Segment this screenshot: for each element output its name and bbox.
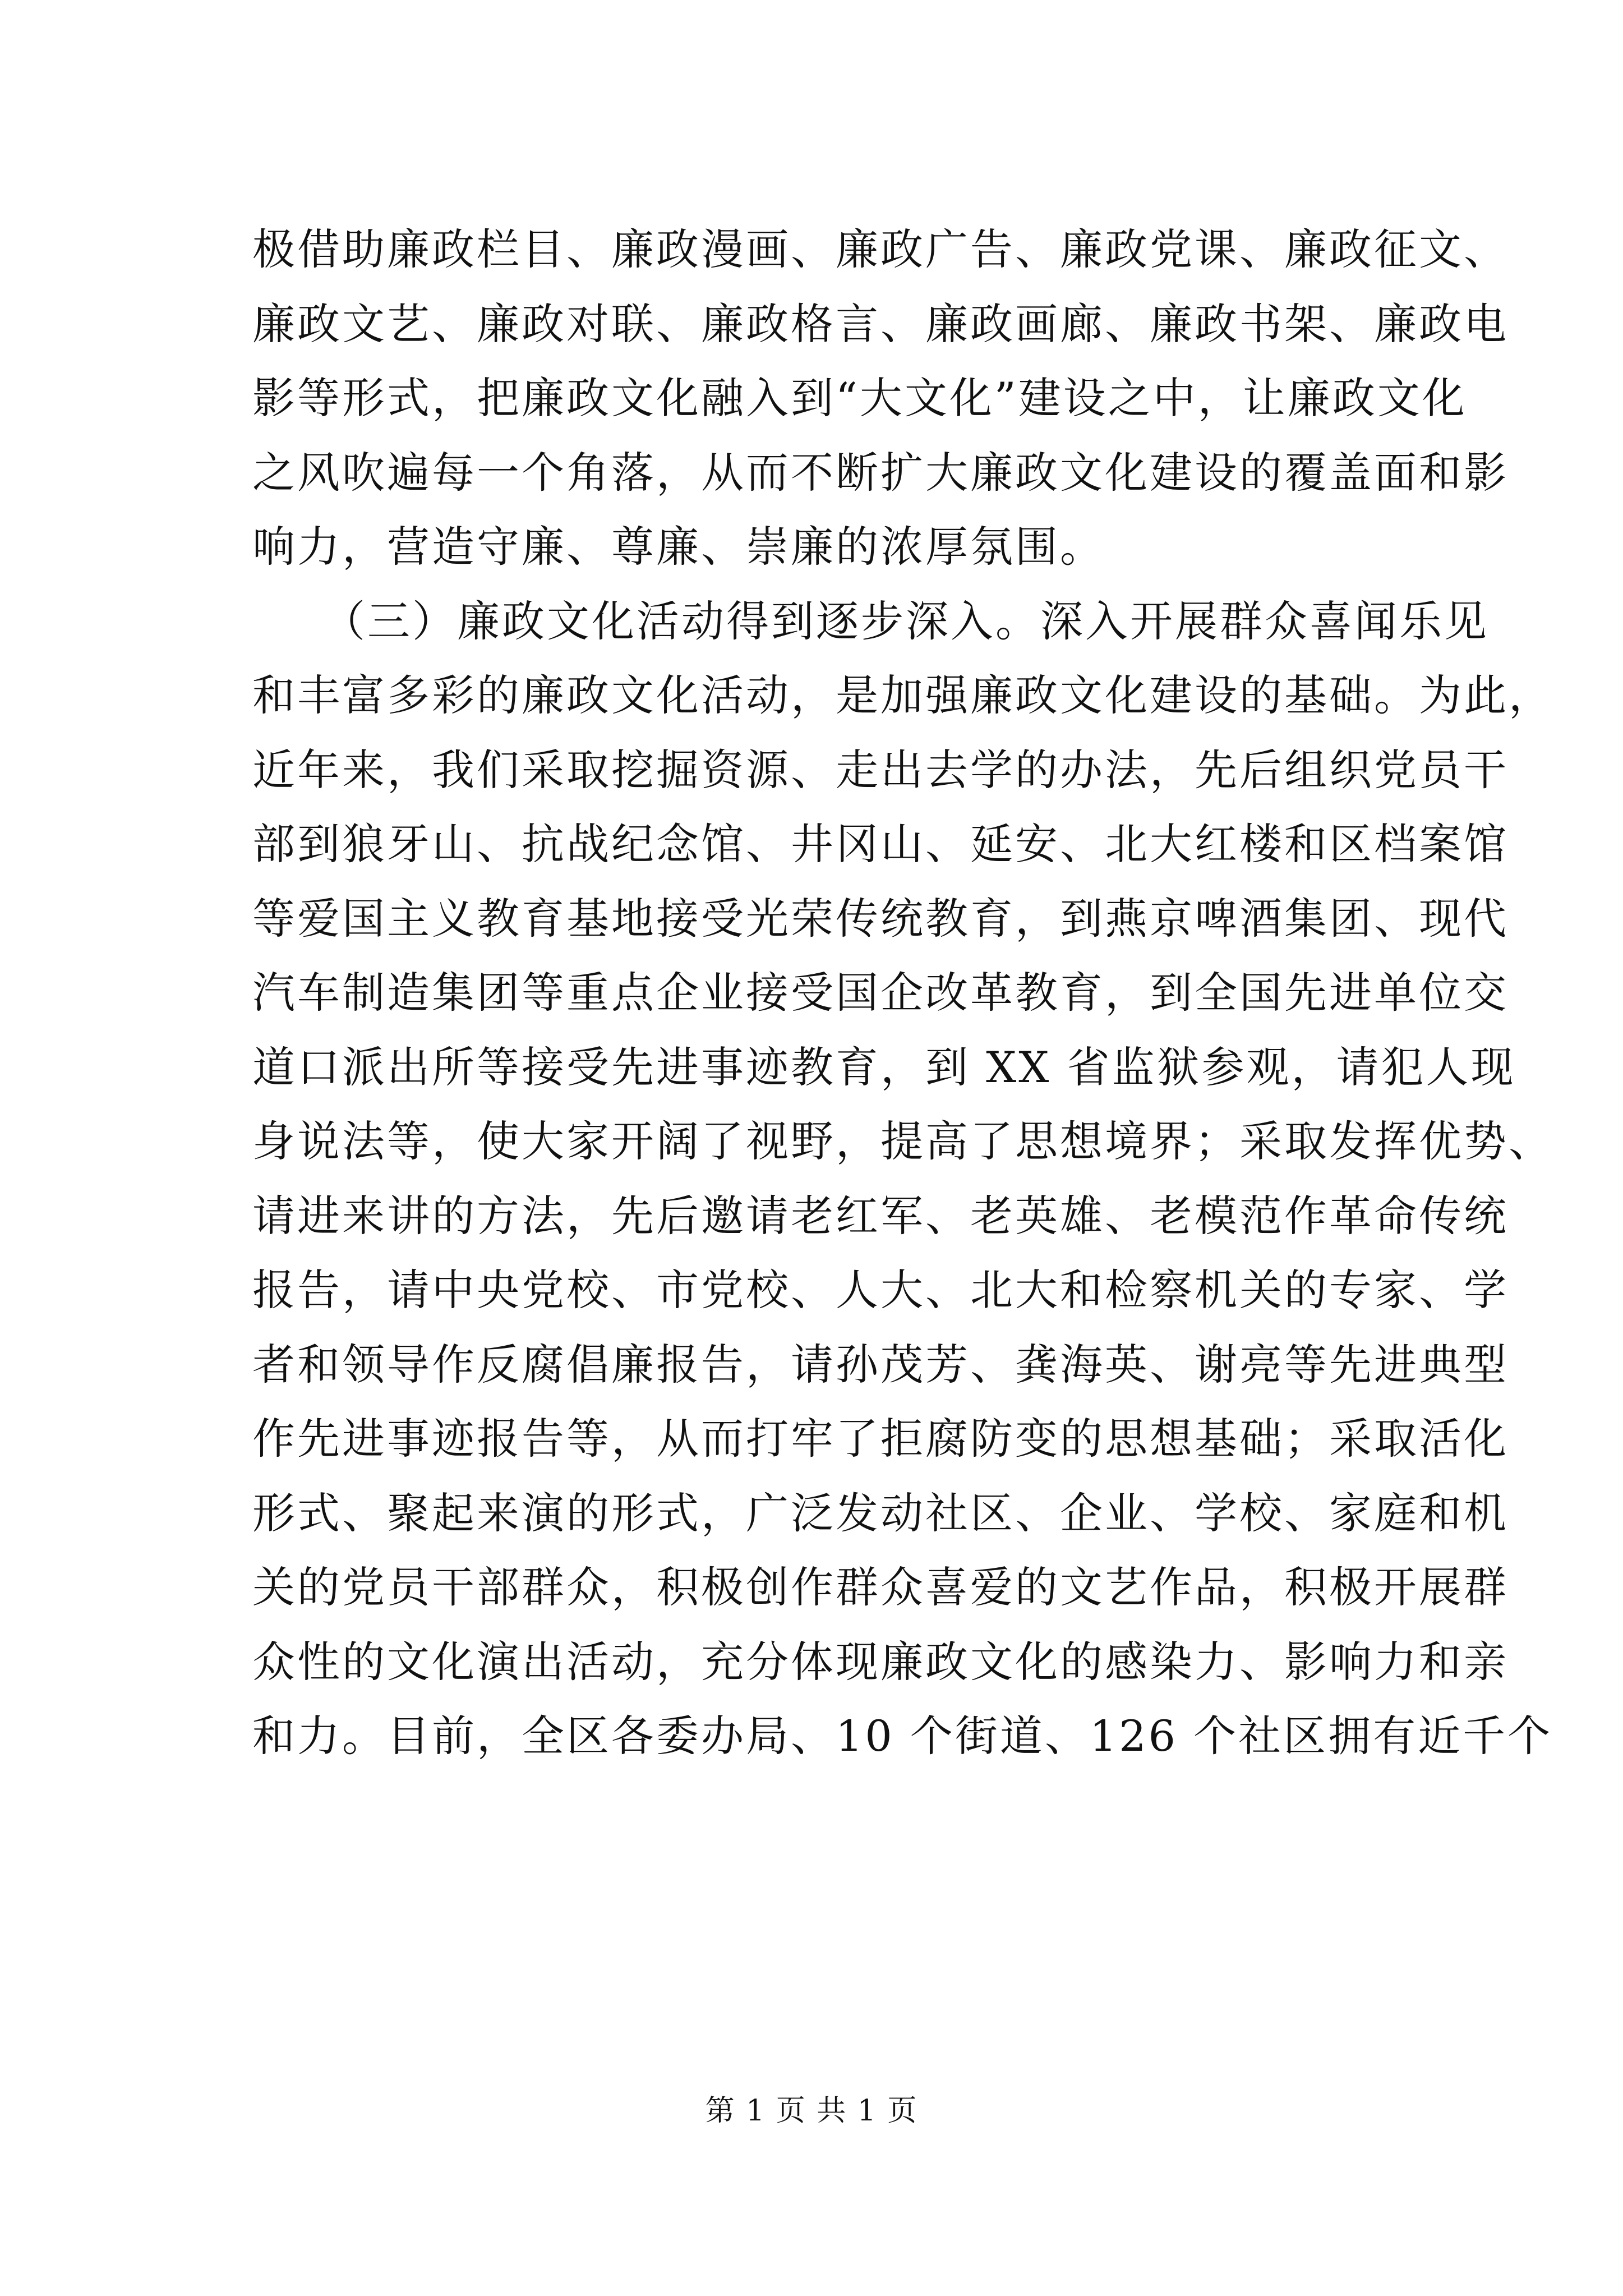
body-line-2: 廉政文艺、廉政对联、廉政格言、廉政画廊、廉政书架、廉政电	[252, 299, 1509, 349]
body-line-13: 身说法等，使大家开阔了视野，提高了思想境界；采取发挥优势、	[252, 1116, 1553, 1166]
body-line-3: 影等形式，把廉政文化融入到“大文化”建设之中，让廉政文化	[252, 373, 1467, 423]
body-line-17: 作先进事迹报告等，从而打牢了拒腐防变的思想基础；采取活化	[252, 1414, 1509, 1464]
body-line-8: 近年来，我们采取挖掘资源、走出去学的办法，先后组织党员干	[252, 745, 1509, 795]
body-line-12: 道口派出所等接受先进事迹教育，到 XX 省监狱参观，请犯人现	[252, 1042, 1516, 1092]
body-line-20: 众性的文化演出活动，充分体现廉政文化的感染力、影响力和亲	[252, 1637, 1509, 1687]
body-line-11: 汽车制造集团等重点企业接受国企改革教育，到全国先进单位交	[252, 968, 1509, 1018]
body-line-16: 者和领导作反腐倡廉报告，请孙茂芳、龚海英、谢亮等先进典型	[252, 1340, 1509, 1389]
body-line-6: （三）廉政文化活动得到逐步深入。深入开展群众喜闻乐见	[322, 596, 1489, 646]
page-footer: 第 1 页 共 1 页	[705, 2094, 918, 2128]
body-line-1: 极借助廉政栏目、廉政漫画、廉政广告、廉政党课、廉政征文、	[252, 224, 1509, 274]
body-line-21: 和力。目前，全区各委办局、10 个街道、126 个社区拥有近千个	[252, 1711, 1553, 1761]
body-line-14: 请进来讲的方法，先后邀请老红军、老英雄、老模范作革命传统	[252, 1191, 1509, 1241]
body-line-15: 报告，请中央党校、市党校、人大、北大和检察机关的专家、学	[252, 1265, 1509, 1315]
body-line-18: 形式、聚起来演的形式，广泛发动社区、企业、学校、家庭和机	[252, 1488, 1509, 1538]
body-line-9: 部到狼牙山、抗战纪念馆、井冈山、延安、北大红楼和区档案馆	[252, 819, 1509, 869]
body-line-19: 关的党员干部群众，积极创作群众喜爱的文艺作品，积极开展群	[252, 1562, 1509, 1612]
body-line-5: 响力，营造守廉、尊廉、崇廉的浓厚氛围。	[252, 522, 1105, 572]
body-line-7: 和丰富多彩的廉政文化活动，是加强廉政文化建设的基础。为此，	[252, 670, 1553, 720]
body-line-4: 之风吹遍每一个角落，从而不断扩大廉政文化建设的覆盖面和影	[252, 448, 1509, 498]
body-line-10: 等爱国主义教育基地接受光荣传统教育，到燕京啤酒集团、现代	[252, 894, 1509, 944]
